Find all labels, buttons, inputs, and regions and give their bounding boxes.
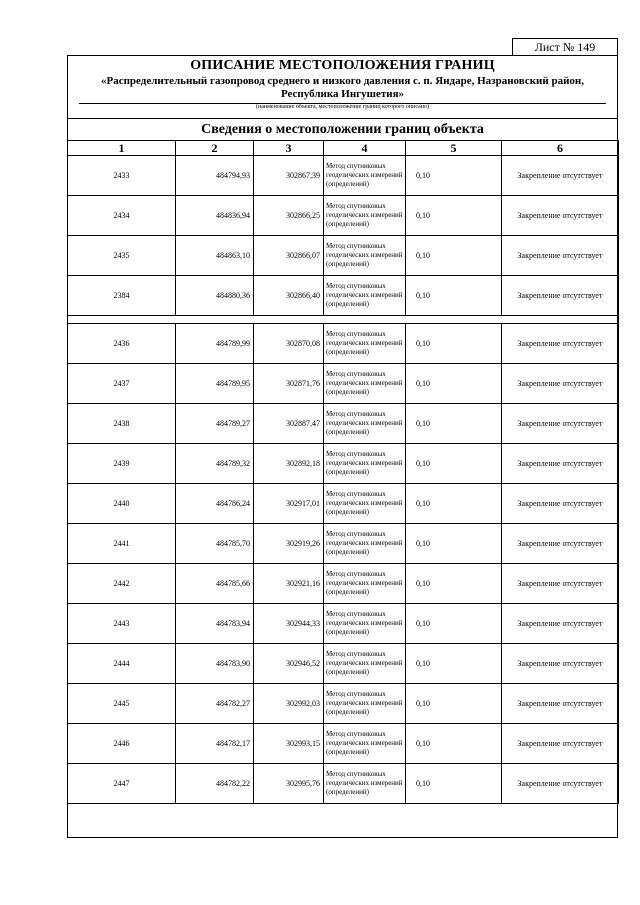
y-coordinate-cell: 302993,15 (254, 724, 324, 764)
point-number-cell: 2447 (68, 764, 176, 804)
fixation-cell: Закрепление отсутствует (502, 724, 619, 764)
x-coordinate-cell: 484783,94 (176, 604, 254, 644)
fixation-cell: Закрепление отсутствует (502, 484, 619, 524)
x-coordinate-cell: 484782,17 (176, 724, 254, 764)
point-number-cell: 2442 (68, 564, 176, 604)
table-row (68, 524, 619, 564)
coordinates-table (67, 140, 619, 804)
point-number-cell: 2443 (68, 604, 176, 644)
method-cell: Метод спутниковых геодезических измерений (определений) (324, 404, 406, 444)
table-row (68, 564, 619, 604)
precision-cell: 0,10 (406, 524, 502, 564)
y-coordinate-cell: 302917,01 (254, 484, 324, 524)
point-number-cell: 2439 (68, 444, 176, 484)
point-number-cell: 2445 (68, 684, 176, 724)
x-coordinate-cell: 484789,27 (176, 404, 254, 444)
method-cell: Метод спутниковых геодезических измерений (определений) (324, 236, 406, 276)
y-coordinate-cell: 302871,76 (254, 364, 324, 404)
point-number-cell: 2384 (68, 276, 176, 316)
method-cell: Метод спутниковых геодезических измерений (определений) (324, 156, 406, 196)
precision-cell: 0,10 (406, 564, 502, 604)
x-coordinate-cell: 484789,95 (176, 364, 254, 404)
fixation-cell: Закрепление отсутствует (502, 404, 619, 444)
y-coordinate-cell: 302867,39 (254, 156, 324, 196)
y-coordinate-cell: 302866,40 (254, 276, 324, 316)
fixation-cell: Закрепление отсутствует (502, 364, 619, 404)
table-row (68, 764, 619, 804)
x-coordinate-cell: 484789,99 (176, 324, 254, 364)
precision-cell: 0,10 (406, 156, 502, 196)
object-name: «Распределительный газопровод среднего и низкого давления с. п. Яндаре, Назрановский район, Республика Ингушетия» (100, 75, 585, 100)
section-divider-top (67, 118, 618, 119)
method-cell: Метод спутниковых геодезических измерений (определений) (324, 604, 406, 644)
sheet-number: Лист № 149 (512, 38, 618, 56)
fixation-cell: Закрепление отсутствует (502, 444, 619, 484)
x-coordinate-cell: 484794,93 (176, 156, 254, 196)
column-header: 5 (406, 141, 502, 156)
table-row (68, 196, 619, 236)
x-coordinate-cell: 484880,36 (176, 276, 254, 316)
x-coordinate-cell: 484785,66 (176, 564, 254, 604)
table-row (68, 404, 619, 444)
document-header (67, 56, 618, 118)
x-coordinate-cell: 484863,10 (176, 236, 254, 276)
fixation-cell: Закрепление отсутствует (502, 644, 619, 684)
table-row (68, 684, 619, 724)
table-row (68, 364, 619, 404)
column-header: 6 (502, 141, 619, 156)
table-row (68, 644, 619, 684)
point-number-cell: 2437 (68, 364, 176, 404)
column-number-row (68, 141, 619, 156)
point-number-cell: 2444 (68, 644, 176, 684)
document-title: ОПИСАНИЕ МЕСТОПОЛОЖЕНИЯ ГРАНИЦ (190, 58, 495, 73)
contour-separator-cell (68, 316, 619, 324)
x-coordinate-cell: 484782,27 (176, 684, 254, 724)
y-coordinate-cell: 302870,08 (254, 324, 324, 364)
method-cell: Метод спутниковых геодезических измерений (определений) (324, 644, 406, 684)
method-cell: Метод спутниковых геодезических измерений (определений) (324, 276, 406, 316)
precision-cell: 0,10 (406, 764, 502, 804)
fixation-cell: Закрепление отсутствует (502, 156, 619, 196)
object-name-caption: (наименование объекта, местоположение границ которого описано) (256, 104, 429, 110)
point-number-cell: 2440 (68, 484, 176, 524)
precision-cell: 0,10 (406, 196, 502, 236)
precision-cell: 0,10 (406, 644, 502, 684)
point-number-cell: 2436 (68, 324, 176, 364)
column-header: 4 (324, 141, 406, 156)
table-row (68, 604, 619, 644)
x-coordinate-cell: 484836,94 (176, 196, 254, 236)
fixation-cell: Закрепление отсутствует (502, 764, 619, 804)
method-cell: Метод спутниковых геодезических измерений (определений) (324, 196, 406, 236)
precision-cell: 0,10 (406, 484, 502, 524)
precision-cell: 0,10 (406, 236, 502, 276)
precision-cell: 0,10 (406, 324, 502, 364)
column-header: 1 (68, 141, 176, 156)
point-number-cell: 2433 (68, 156, 176, 196)
fixation-cell: Закрепление отсутствует (502, 684, 619, 724)
precision-cell: 0,10 (406, 684, 502, 724)
column-header: 2 (176, 141, 254, 156)
method-cell: Метод спутниковых геодезических измерений (определений) (324, 764, 406, 804)
y-coordinate-cell: 302992,03 (254, 684, 324, 724)
y-coordinate-cell: 302866,25 (254, 196, 324, 236)
fixation-cell: Закрепление отсутствует (502, 324, 619, 364)
method-cell: Метод спутниковых геодезических измерений (определений) (324, 324, 406, 364)
section-title: Сведения о местоположении границ объекта (201, 122, 484, 137)
fixation-cell: Закрепление отсутствует (502, 196, 619, 236)
precision-cell: 0,10 (406, 404, 502, 444)
fixation-cell: Закрепление отсутствует (502, 276, 619, 316)
point-number-cell: 2441 (68, 524, 176, 564)
method-cell: Метод спутниковых геодезических измерений (определений) (324, 484, 406, 524)
method-cell: Метод спутниковых геодезических измерений (определений) (324, 564, 406, 604)
x-coordinate-cell: 484789,32 (176, 444, 254, 484)
method-cell: Метод спутниковых геодезических измерений (определений) (324, 684, 406, 724)
precision-cell: 0,10 (406, 364, 502, 404)
contour-separator-row (68, 316, 619, 324)
method-cell: Метод спутниковых геодезических измерений (определений) (324, 724, 406, 764)
fixation-cell: Закрепление отсутствует (502, 524, 619, 564)
precision-cell: 0,10 (406, 724, 502, 764)
table-row (68, 276, 619, 316)
method-cell: Метод спутниковых геодезических измерений (определений) (324, 364, 406, 404)
table-row (68, 236, 619, 276)
table-row (68, 156, 619, 196)
y-coordinate-cell: 302944,33 (254, 604, 324, 644)
point-number-cell: 2446 (68, 724, 176, 764)
y-coordinate-cell: 302892,18 (254, 444, 324, 484)
x-coordinate-cell: 484785,70 (176, 524, 254, 564)
x-coordinate-cell: 484783,90 (176, 644, 254, 684)
y-coordinate-cell: 302887,47 (254, 404, 324, 444)
y-coordinate-cell: 302919,26 (254, 524, 324, 564)
precision-cell: 0,10 (406, 604, 502, 644)
y-coordinate-cell: 302921,16 (254, 564, 324, 604)
point-number-cell: 2434 (68, 196, 176, 236)
fixation-cell: Закрепление отсутствует (502, 564, 619, 604)
method-cell: Метод спутниковых геодезических измерений (определений) (324, 524, 406, 564)
column-header: 3 (254, 141, 324, 156)
x-coordinate-cell: 484782,22 (176, 764, 254, 804)
table-row (68, 724, 619, 764)
x-coordinate-cell: 484786,24 (176, 484, 254, 524)
table-row (68, 324, 619, 364)
method-cell: Метод спутниковых геодезических измерений (определений) (324, 444, 406, 484)
y-coordinate-cell: 302946,52 (254, 644, 324, 684)
table-row (68, 444, 619, 484)
fixation-cell: Закрепление отсутствует (502, 604, 619, 644)
precision-cell: 0,10 (406, 444, 502, 484)
point-number-cell: 2435 (68, 236, 176, 276)
y-coordinate-cell: 302866,07 (254, 236, 324, 276)
y-coordinate-cell: 302995,76 (254, 764, 324, 804)
precision-cell: 0,10 (406, 276, 502, 316)
table-row (68, 484, 619, 524)
point-number-cell: 2438 (68, 404, 176, 444)
fixation-cell: Закрепление отсутствует (502, 236, 619, 276)
